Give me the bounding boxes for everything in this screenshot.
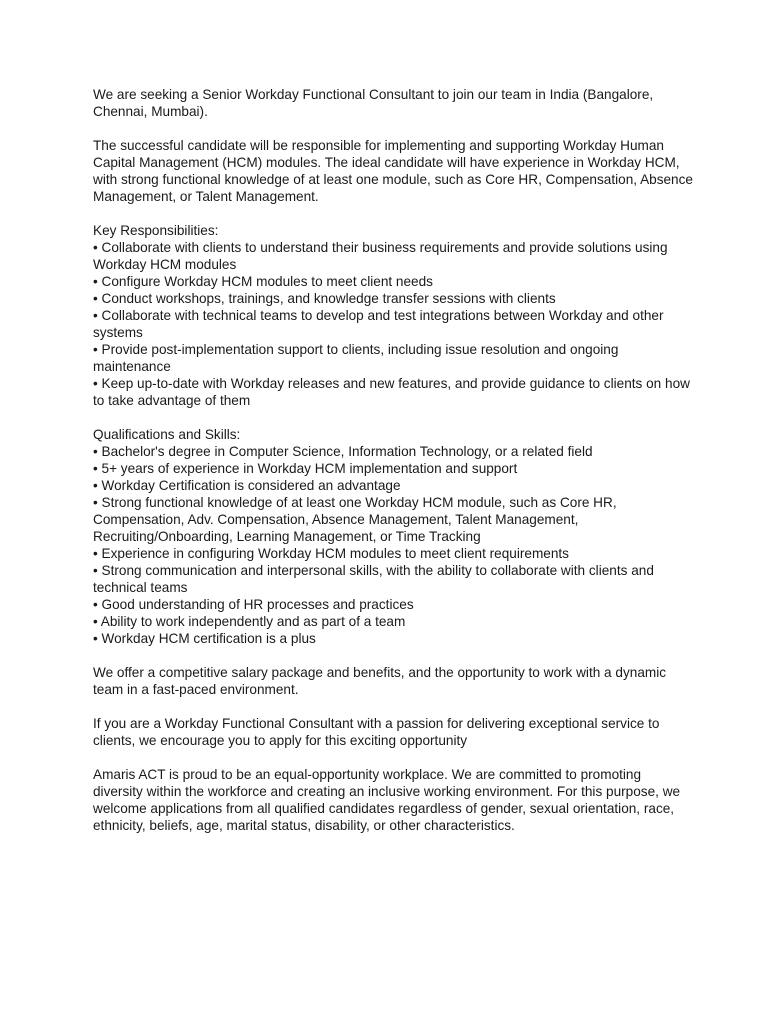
qualifications-heading: Qualifications and Skills:	[93, 427, 241, 442]
list-item: • Bachelor's degree in Computer Science, Information Technology, or a related field	[93, 444, 593, 459]
list-item: • Strong functional knowledge of at least one Workday HCM module, such as Core HR, Compensation, Adv. Compensation, Absence Management, Talent Management, Recruiting/Onboarding, Learning Management, or Time Tracking	[93, 495, 617, 544]
list-item: • Workday HCM certification is a plus	[93, 631, 316, 646]
document-body	[93, 86, 693, 851]
responsibilities-list	[93, 239, 693, 409]
list-item: • Conduct workshops, trainings, and knowledge transfer sessions with clients	[93, 291, 556, 306]
call-to-action-paragraph: If you are a Workday Functional Consultant with a passion for delivering exceptional service to clients, we encourage you to apply for this exciting opportunity	[93, 716, 660, 748]
intro-paragraph: We are seeking a Senior Workday Functional Consultant to join our team in India (Bangalore, Chennai, Mumbai).	[93, 87, 654, 119]
list-item: • Workday Certification is considered an advantage	[93, 478, 401, 493]
list-item: • Strong communication and interpersonal skills, with the ability to collaborate with clients and technical teams	[93, 563, 654, 595]
list-item: • Collaborate with clients to understand their business requirements and provide solutions using Workday HCM modules	[93, 240, 668, 272]
summary-paragraph: The successful candidate will be responsible for implementing and supporting Workday Human Capital Management (HCM) modules. The ideal candidate will have experience in Workday HCM, with strong functional knowledge of at least one module, such as Core HR, Compensation, Absence Management, or Talent Management.	[93, 138, 693, 204]
list-item: • Collaborate with technical teams to develop and test integrations between Workday and other systems	[93, 308, 664, 340]
list-item: • Experience in configuring Workday HCM modules to meet client requirements	[93, 546, 569, 561]
responsibilities-heading: Key Responsibilities:	[93, 223, 219, 238]
list-item: • Ability to work independently and as part of a team	[93, 614, 406, 629]
list-item: • Good understanding of HR processes and practices	[93, 597, 414, 612]
list-item: • Configure Workday HCM modules to meet client needs	[93, 274, 433, 289]
equal-opportunity-paragraph: Amaris ACT is proud to be an equal-opportunity workplace. We are committed to promoting diversity within the workforce and creating an inclusive working environment. For this purpose, we welcome applications from all qualified candidates regardless of gender, sexual orientation, race, ethnicity, beliefs, age, marital status, disability, or other characteristics.	[93, 767, 681, 833]
list-item: • Provide post-implementation support to clients, including issue resolution and ongoing maintenance	[93, 342, 619, 374]
list-item: • Keep up-to-date with Workday releases and new features, and provide guidance to clients on how to take advantage of them	[93, 376, 690, 408]
offer-paragraph: We offer a competitive salary package and benefits, and the opportunity to work with a dynamic team in a fast-paced environment.	[93, 665, 667, 697]
qualifications-list	[93, 443, 693, 647]
list-item: • 5+ years of experience in Workday HCM implementation and support	[93, 461, 518, 476]
